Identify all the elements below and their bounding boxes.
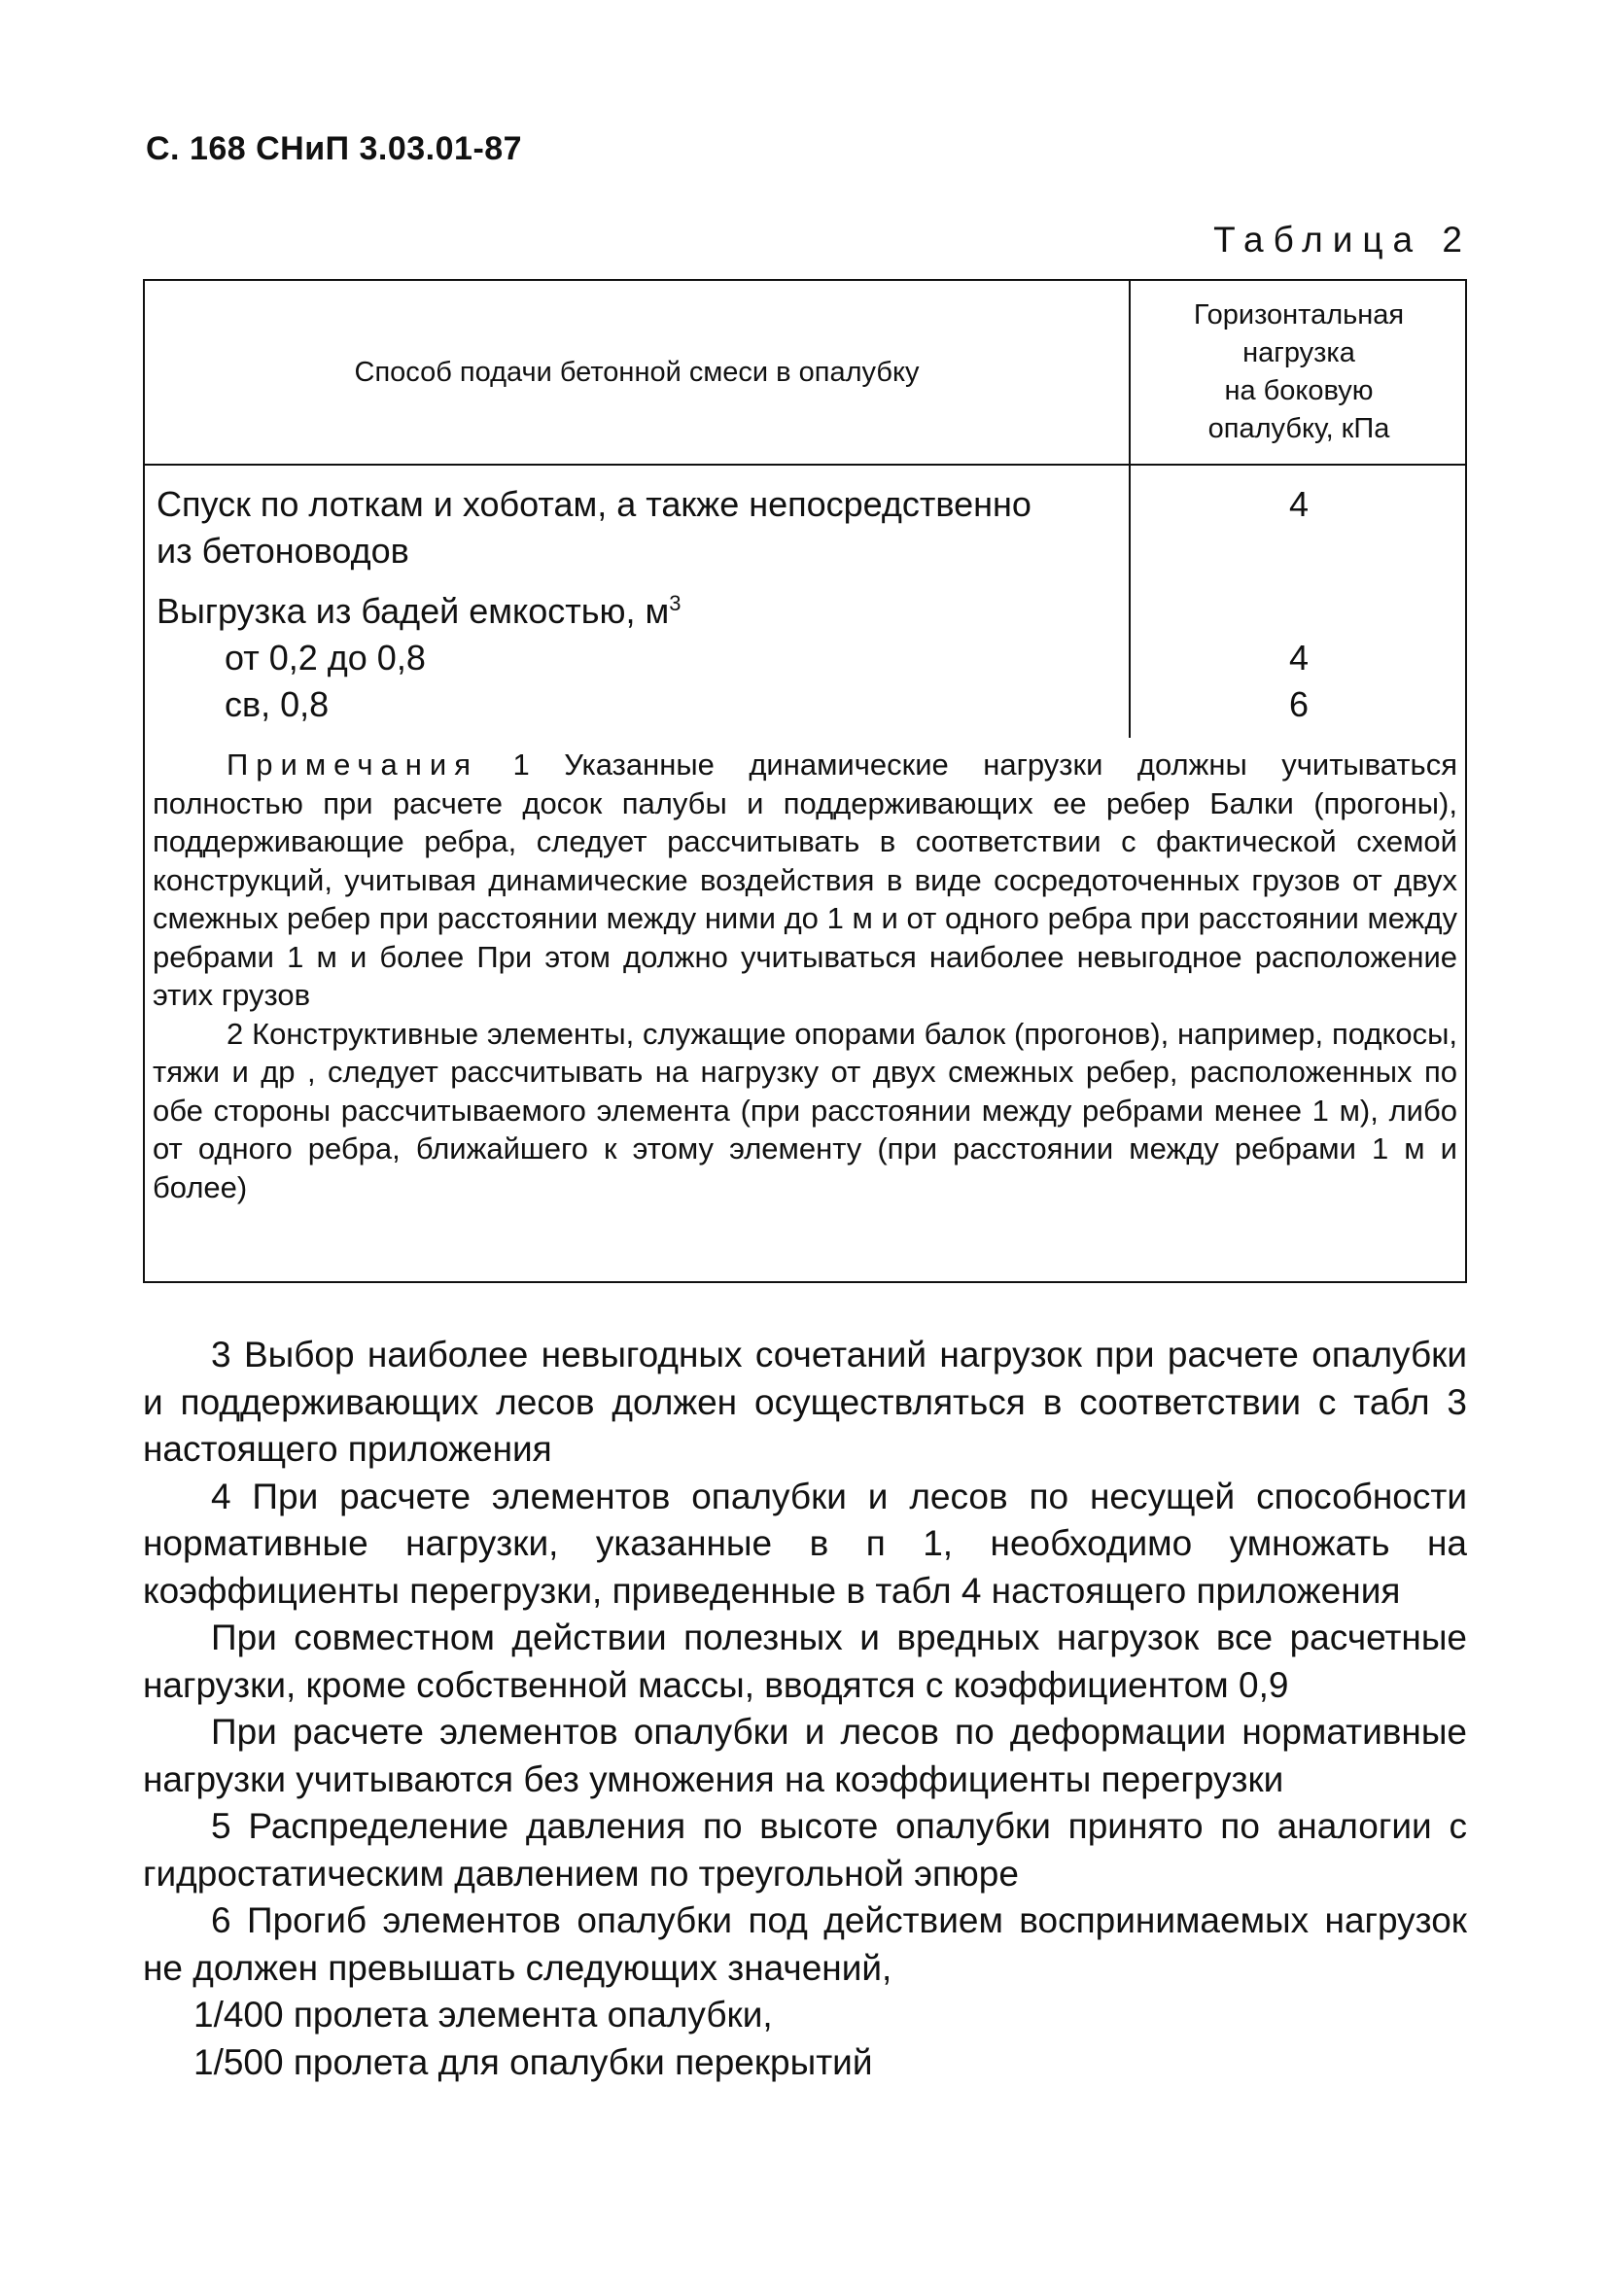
bucket-label-text: Выгрузка из бадей емкостью, м [157,591,670,631]
row-bucket-range2-value: 6 [1288,684,1310,724]
row-bucket-range2: св, 0,8 [225,684,330,724]
load-table [143,279,1467,1283]
header-method-cell: Способ подачи бетонной смеси в опалубку [354,356,920,388]
paragraph: При совместном действии полезных и вредных нагрузок все расчетные нагрузки, кроме собственной массы, вводятся с коэффициентом 0,9 [143,1618,1467,1705]
paragraph: 5 Распределение давления по высоте опалубки принято по аналогии с гидростатическим давлением по треугольной эпюре [143,1806,1467,1894]
row-chute-line2: из бетоноводов [157,531,409,571]
paragraph-list-item: 1/500 пролета для опалубки перекрытий [193,2041,873,2082]
body-text [143,1332,1467,2086]
table-caption: Таблица 2 [1213,220,1472,260]
note-1-text: 1 Указанные динамические нагрузки должны учитываться полностью при расчете досок палубы и поддерживающих ее ребер Балки (прогоны), поддерживающие ребра, следует рассчитывать в соответствии с фактической схемой конструкций, учитывая динамические воздействия в виде сосредоточенных грузов от двух смежных ребер при расстоянии между ними до 1 м и от одного ребра при расстоянии между ребрами 1 м и более При этом должно учитываться наиболее невыгодное расположение этих грузов [153,748,1457,1012]
header-load-line: опалубку, кПа [1207,413,1390,444]
row-bucket-range1: от 0,2 до 0,8 [225,638,426,678]
row-bucket-label [157,588,681,635]
bucket-unit-superscript: 3 [669,591,682,615]
paragraph: 4 При расчете элементов опалубки и лесов по несущей способности нормативные нагрузки, указанные в п 1, необходимо умножать на коэффициенты перегрузки, приведенные в табл 4 настоящего приложения [143,1476,1467,1611]
notes-heading: Примечания [227,748,478,782]
paragraph-list-item: 1/400 пролета элемента опалубки, [193,1995,773,2035]
paragraph: При расчете элементов опалубки и лесов по деформации нормативные нагрузки учитываются без умножения на коэффициенты перегрузки [143,1712,1467,1799]
header-load-line: на боковую [1224,375,1374,406]
row-bucket-range1-value: 4 [1288,638,1310,678]
header-load-line: нагрузка [1242,337,1355,368]
table-header-row [145,281,1465,466]
table-notes [153,746,1457,1206]
paragraph: 3 Выбор наиболее невыгодных сочетаний нагрузок при расчете опалубки и поддерживающих лесов должен осуществляться в соответствии с табл 3 настоящего приложения [143,1335,1467,1469]
page-header: С. 168 СНиП 3.03.01-87 [146,130,523,167]
header-load-line: Горизонтальная [1193,299,1405,330]
note-2: 2 Конструктивные элементы, служащие опорами балок (прогонов), например, подкосы, тяжи и др , следует рассчитывать на нагрузку от двух смежных ребер, расположенных по обе стороны рассчитываемого элемента (при расстоянии между ребрами менее 1 м), либо от одного ребра, ближайшего к этому элементу (при расстоянии между ребрами 1 м и более) [153,1016,1457,1204]
note-1 [153,746,1457,1015]
header-load-cell [1132,281,1466,464]
column-divider [1129,281,1131,738]
row-chute-value: 4 [1288,484,1310,524]
row-chute-line1: Спуск по лоткам и хоботам, а также непосредственно [157,484,1031,524]
paragraph: 6 Прогиб элементов опалубки под действием воспринимаемых нагрузок не должен превышать следующих значений, [143,1900,1467,1988]
